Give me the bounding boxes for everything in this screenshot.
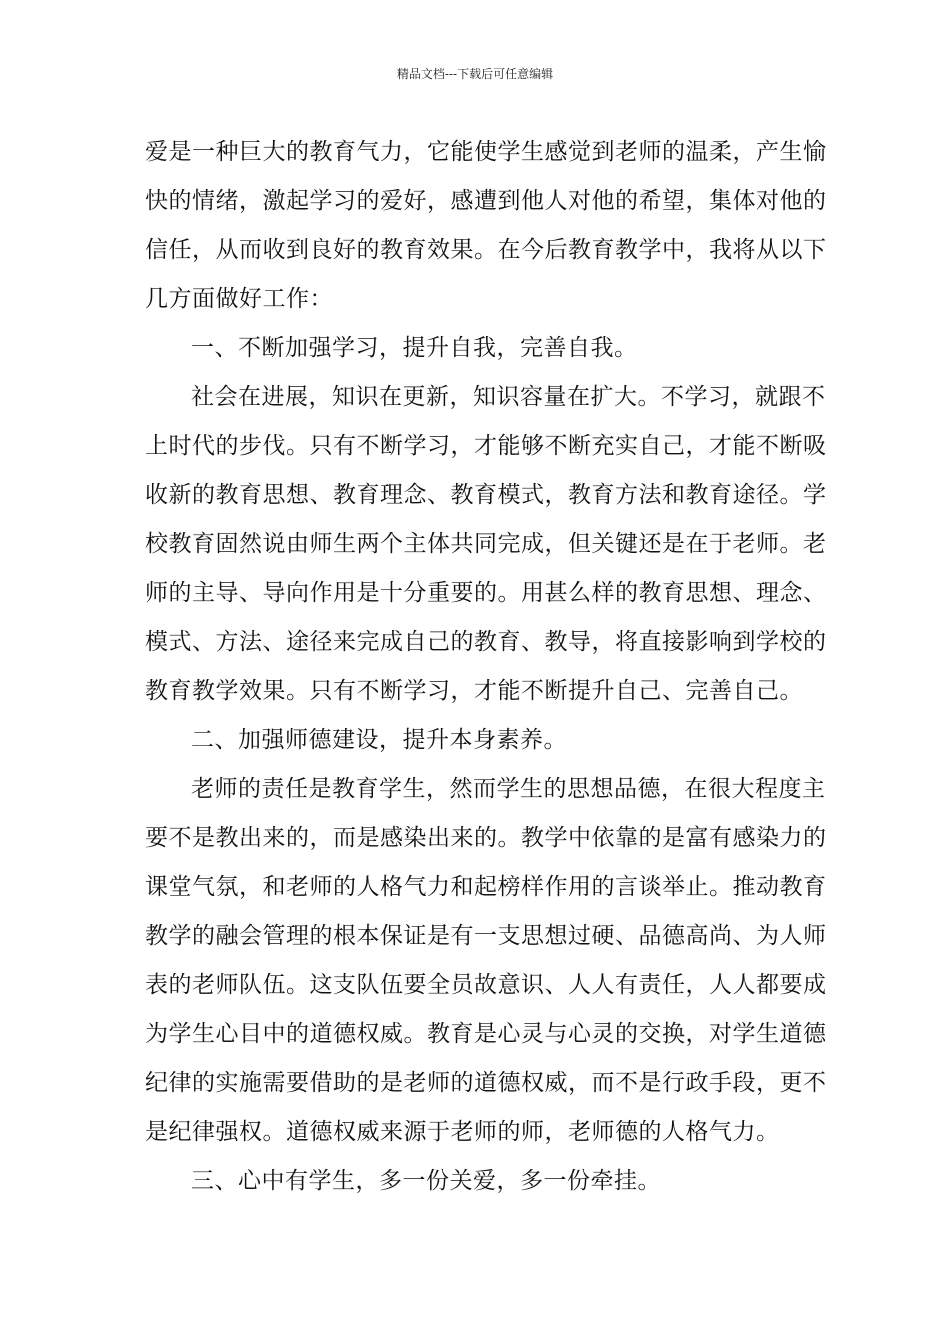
paragraph-learning — [145, 373, 827, 716]
heading-line: 二、加强师德建设，提升本身素养。 — [191, 727, 567, 753]
text-line: 快的情绪，激起学习的爱好，感遭到他人对他的希望，集体对他的 — [145, 188, 827, 214]
text-line: 纪律的实施需要借助的是老师的道德权威，而不是行政手段，更不 — [145, 1070, 827, 1096]
text-line: 上时代的步伐。只有不断学习，才能够不断充实自己，才能不断吸 — [145, 433, 827, 459]
text-line: 老师的责任是教育学生，然而学生的思想品德，在很大程度主 — [191, 776, 826, 802]
page-header: 精品文档---下载后可任意编辑 — [396, 67, 554, 81]
section-heading-3 — [145, 1157, 809, 1206]
text-line: 课堂气氛，和老师的人格气力和起榜样作用的言谈举止。推动教育 — [145, 874, 827, 900]
text-line: 是纪律强权。道德权威来源于老师的师，老师德的人格气力。 — [145, 1119, 780, 1145]
text-line: 教学的融会管理的根本保证是有一支思想过硬、品德高尚、为人师 — [145, 923, 827, 949]
text-line: 师的主导、导向作用是十分重要的。用甚么样的教育思想、理念、 — [145, 580, 827, 606]
text-line: 表的老师队伍。这支队伍要全员故意识、人人有责任，人人都要成 — [145, 972, 827, 998]
heading-line: 三、心中有学生，多一份关爱，多一份牵挂。 — [191, 1168, 661, 1194]
text-line: 社会在进展，知识在更新，知识容量在扩大。不学习，就跟不 — [191, 384, 826, 410]
document-body — [145, 128, 827, 1206]
text-line: 信任，从而收到良好的教育效果。在今后教育教学中，我将从以下 — [145, 237, 827, 263]
text-line: 要不是教出来的，而是感染出来的。教学中依靠的是富有感染力的 — [145, 825, 827, 851]
text-line: 爱是一种巨大的教育气力，它能使学生感觉到老师的温柔，产生愉 — [145, 139, 827, 165]
heading-line: 一、不断加强学习，提升自我，完善自我。 — [191, 335, 638, 361]
paragraph-intro — [145, 128, 827, 324]
section-heading-2 — [145, 716, 809, 765]
text-line: 模式、方法、途径来完成自己的教育、教导，将直接影响到学校的 — [145, 629, 827, 655]
section-heading-1 — [145, 324, 809, 373]
text-line: 校教育固然说由师生两个主体共同完成，但关键还是在于老师。老 — [145, 531, 827, 557]
text-line: 几方面做好工作： — [145, 286, 333, 312]
text-line: 教育教学效果。只有不断学习，才能不断提升自己、完善自己。 — [145, 678, 803, 704]
paragraph-ethics — [145, 765, 827, 1157]
text-line: 收新的教育思想、教育理念、教育模式，教育方法和教育途径。学 — [145, 482, 827, 508]
text-line: 为学生心目中的道德权威。教育是心灵与心灵的交换，对学生道德 — [145, 1021, 827, 1047]
